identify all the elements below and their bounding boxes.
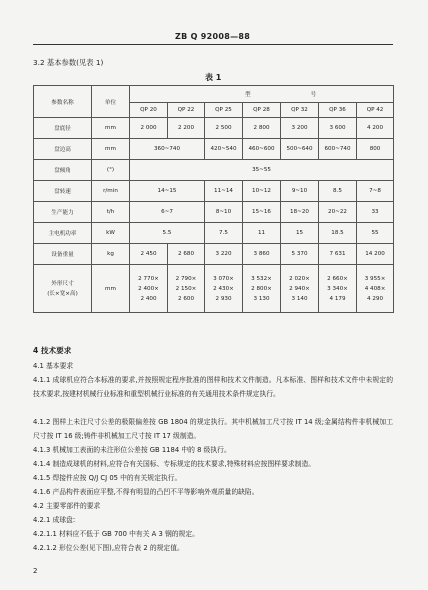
cell: 420~540 [205,139,243,160]
cell: 2 800 [243,118,281,139]
cell: 3 860 [243,244,281,265]
para-4-2: 4.2 主要零部件的要求 [33,502,101,510]
cell: 8.5 [319,181,357,202]
cell: 600~740 [319,139,357,160]
row-unit: mm [92,118,130,139]
cell: 9~10 [281,181,319,202]
table-row-dimensions [34,265,394,313]
para-4-1: 4.1 基本要求 [33,362,74,370]
cell: 4 200 [357,118,394,139]
row-unit: kg [92,244,130,265]
cell: 11~14 [205,181,243,202]
model-header: QP 36 [319,103,357,118]
para-4-1-3: 4.1.3 机械加工表面的未注形位公差按 GB 1184 中的 8 级执行。 [33,446,231,454]
cell: 2 500 [205,118,243,139]
cell: 7.5 [205,223,243,244]
cell: 10~12 [243,181,281,202]
cell: 3 955× 4 408× 4 290 [357,265,394,313]
para-4-2-1-1: 4.2.1.1 材料应不低于 GB 700 中有关 A 3 钢的规定。 [33,530,199,538]
table-row [34,139,394,160]
cell: 2 770× 2 400× 2 400 [130,265,168,313]
row-name: 生产能力 [34,202,92,223]
cell: 2 790× 2 150× 2 600 [168,265,205,313]
table-title: 表 1 [205,73,222,82]
cell: 360~740 [130,139,205,160]
table-row [34,160,394,181]
table-row [34,223,394,244]
row-unit: kW [92,223,130,244]
row-name: 主电机功率 [34,223,92,244]
cell: 5 370 [281,244,319,265]
cell: 2 000 [130,118,168,139]
model-header: QP 20 [130,103,168,118]
section-3-2-heading: 3.2 基本参数(见表 1) [33,58,104,67]
cell: 15~16 [243,202,281,223]
row-unit: mm [92,265,130,313]
cell: 2 020× 2 940× 3 140 [281,265,319,313]
row-unit: (°) [92,160,130,181]
header-type-group: 型 号 [130,86,394,103]
cell: 7~8 [357,181,394,202]
row-name: 设备重量 [34,244,92,265]
para-4-2-1-2: 4.2.1.2 形位公差(见下图),应符合表 2 的规定值。 [33,544,184,552]
cell: 55 [357,223,394,244]
table-row [34,202,394,223]
para-4-1-4: 4.1.4 制造成球机的材料,应符合有关国标、专标规定的技术要求,特殊材料应按图样要求制造。 [33,460,316,468]
cell: 18~20 [281,202,319,223]
cell: 35~55 [130,160,394,181]
model-header: QP 25 [205,103,243,118]
table-row [34,244,394,265]
model-header: QP 22 [168,103,205,118]
para-4-1-5: 4.1.5 焊接件应按 Q/J CJ 05 中的有关规定执行。 [33,474,182,482]
cell: 3 220 [205,244,243,265]
cell: 3 070× 2 430× 2 930 [205,265,243,313]
para-4-2-1: 4.2.1 成球盘: [33,516,76,524]
cell: 3 600 [319,118,357,139]
cell: 11 [243,223,281,244]
row-name: 外形尺寸 (长×宽×高) [34,265,92,313]
parameters-table [33,85,394,313]
header-unit: 单位 [92,86,130,118]
cell: 6~7 [130,202,205,223]
table-row [34,118,394,139]
row-name: 盘倾角 [34,160,92,181]
row-name: 盘底径 [34,118,92,139]
cell: 7 631 [319,244,357,265]
cell: 800 [357,139,394,160]
model-header: QP 42 [357,103,394,118]
cell: 18.5 [319,223,357,244]
row-unit: mm [92,139,130,160]
cell: 15 [281,223,319,244]
cell: 500~640 [281,139,319,160]
cell: 33 [357,202,394,223]
table-row [34,181,394,202]
row-name: 盘转速 [34,181,92,202]
cell: 8~10 [205,202,243,223]
row-unit: r/min [92,181,130,202]
standard-code-header: ZB Q 92008—88 [175,32,251,41]
cell: 3 532× 2 800× 3 130 [243,265,281,313]
row-unit: t/h [92,202,130,223]
row-name: 盘边高 [34,139,92,160]
para-4-1-6: 4.1.6 产品构件表面应平整,不得有明显的凸凹不平等影响外观质量的缺陷。 [33,488,259,496]
header-param-name: 参数名称 [34,86,92,118]
cell: 5.5 [130,223,205,244]
para-4-1-2: 4.1.2 图样上未注尺寸公差的极限偏差按 GB 1804 的规定执行。其中机械加工尺寸按 IT 14 级;金属结构件非机械加工尺寸按 IT 16 级;铸件非机械加工尺寸按 IT 17 级制造。 [33,418,393,440]
cell: 460~600 [243,139,281,160]
cell: 2 660× 3 340× 4 179 [319,265,357,313]
model-header: QP 28 [243,103,281,118]
cell: 20~22 [319,202,357,223]
cell: 14 200 [357,244,394,265]
cell: 2 680 [168,244,205,265]
cell: 14~15 [130,181,205,202]
cell: 3 200 [281,118,319,139]
model-header: QP 32 [281,103,319,118]
header-rule [33,44,393,45]
page-number: 2 [33,567,38,575]
para-4-1-1: 4.1.1 成球机应符合本标准的要求,并按照规定程序批准的图样和技术文件制造。凡本标准、图样和技术文件中未规定的技术要求,按建材机械行业标准和重型机械行业标准的有关通用技术条件规定执行。 [33,376,393,398]
cell: 2 200 [168,118,205,139]
cell: 2 450 [130,244,168,265]
section-4-heading: 4 技术要求 [33,346,72,355]
